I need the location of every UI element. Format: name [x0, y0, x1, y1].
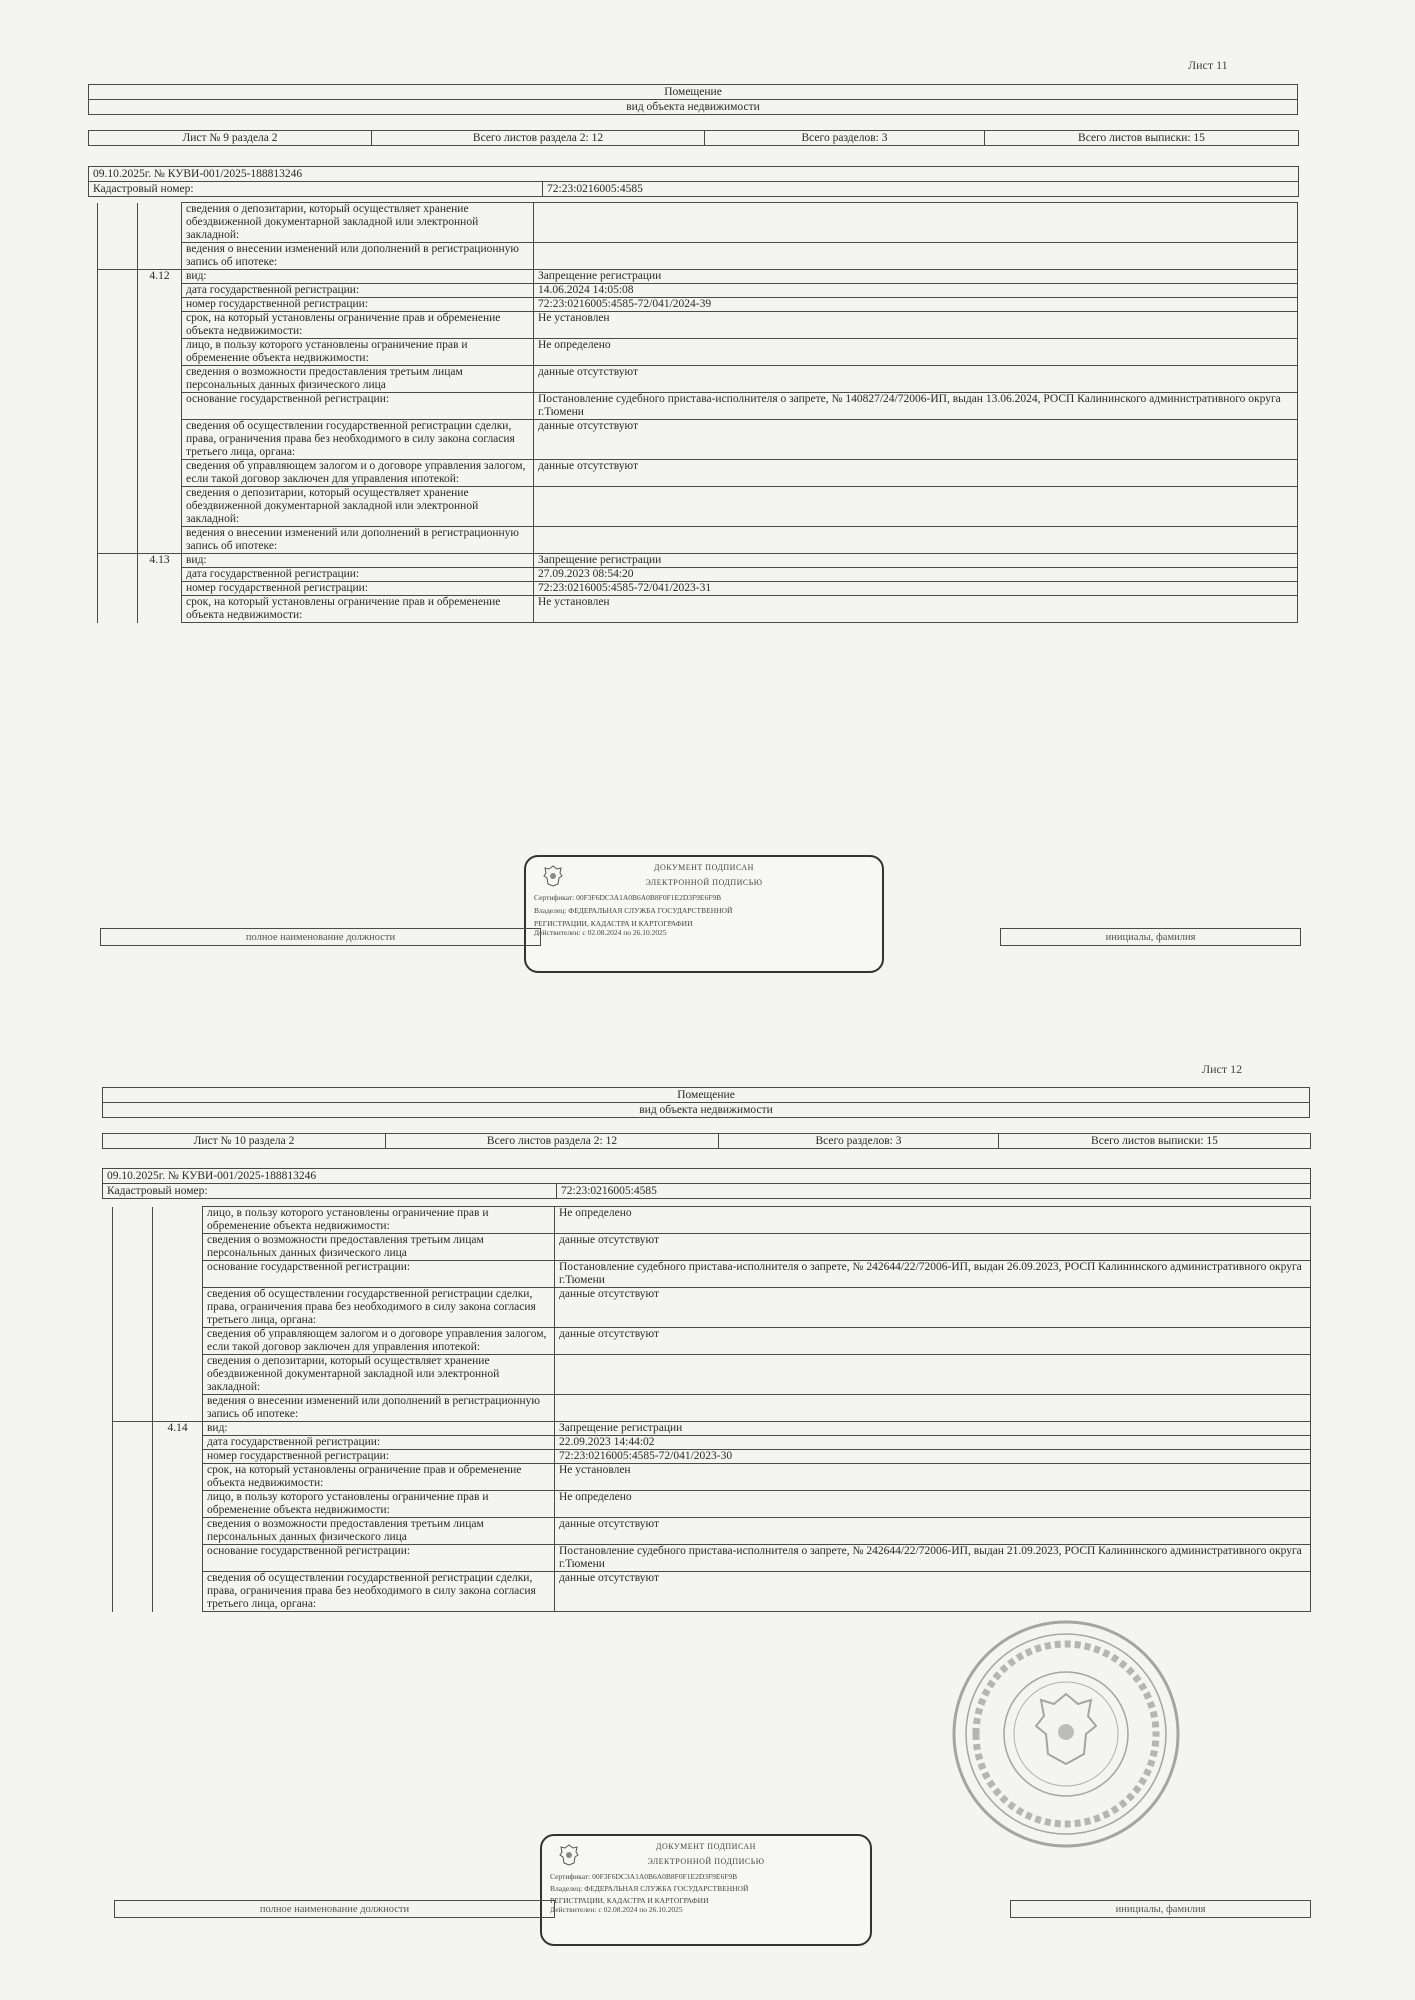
signature-row	[114, 1900, 1311, 1918]
table-row	[113, 1261, 1311, 1288]
e-signature-subtitle: ЭЛЕКТРОННОЙ ПОДПИСЬЮ	[647, 1857, 765, 1866]
row-number	[153, 1450, 203, 1464]
row-number	[153, 1545, 203, 1572]
owner-line: Владелец: ФЕДЕРАЛЬНАЯ СЛУЖБА ГОСУДАРСТВЕННОЙ	[534, 906, 733, 915]
row-number	[153, 1234, 203, 1261]
row-indent	[98, 203, 138, 243]
row-label: сведения о депозитарии, который осуществляет хранение обездвиженной документарной закладной или электронной закладной:	[203, 1355, 555, 1395]
row-number	[138, 393, 182, 420]
row-value: данные отсутствуют	[555, 1234, 1311, 1261]
row-label: сведения об управляющем залогом и о договоре управления залогом, если такой договор заключен для управления ипотекой:	[203, 1328, 555, 1355]
cadastral-value: 72:23:0216005:4585	[557, 1184, 1311, 1199]
row-indent	[98, 527, 138, 554]
registry-table	[97, 202, 1298, 623]
row-number	[153, 1395, 203, 1422]
row-label: срок, на который установлены ограничение прав и обременение объекта недвижимости:	[182, 596, 534, 623]
e-signature-stamp	[524, 855, 884, 973]
row-label: основание государственной регистрации:	[203, 1545, 555, 1572]
row-value	[534, 487, 1298, 527]
row-label: основание государственной регистрации:	[182, 393, 534, 420]
row-value: Не установлен	[555, 1464, 1311, 1491]
row-label: номер государственной регистрации:	[182, 298, 534, 312]
table-row	[98, 568, 1298, 582]
row-label: сведения об осуществлении государственной регистрации сделки, права, ограничения права без необходимого в силу закона согласия третьего лица, органа:	[203, 1288, 555, 1328]
row-label: лицо, в пользу которого установлены ограничение прав и обременение объекта недвижимости:	[203, 1207, 555, 1234]
doc-info	[102, 1168, 1311, 1199]
cadastral-label: Кадастровый номер:	[103, 1184, 557, 1199]
row-label: лицо, в пользу которого установлены ограничение прав и обременение объекта недвижимости:	[203, 1491, 555, 1518]
row-label: ведения о внесении изменений или дополнений в регистрационную запись об ипотеке:	[182, 243, 534, 270]
row-indent	[98, 312, 138, 339]
row-number	[153, 1355, 203, 1395]
row-indent	[113, 1288, 153, 1328]
row-indent	[98, 243, 138, 270]
table-row	[98, 243, 1298, 270]
row-number	[138, 487, 182, 527]
row-number	[153, 1261, 203, 1288]
row-value: Не определено	[534, 339, 1298, 366]
row-indent	[98, 568, 138, 582]
row-number	[153, 1207, 203, 1234]
row-number	[153, 1328, 203, 1355]
row-value: данные отсутствуют	[534, 420, 1298, 460]
row-value: Не определено	[555, 1207, 1311, 1234]
row-label: вид:	[182, 270, 534, 284]
row-label: срок, на который установлены ограничение прав и обременение объекта недвижимости:	[182, 312, 534, 339]
table-row	[98, 420, 1298, 460]
table-row	[113, 1288, 1311, 1328]
row-number: 4.13	[138, 554, 182, 568]
row-label: вид:	[203, 1422, 555, 1436]
row-label: сведения о депозитарии, который осуществляет хранение обездвиженной документарной закладной или электронной закладной:	[182, 203, 534, 243]
row-indent	[98, 596, 138, 623]
object-type: Помещение	[103, 1088, 1310, 1103]
row-indent	[98, 270, 138, 284]
sheets-in-section: Всего листов раздела 2: 12	[372, 131, 705, 146]
sheet-number: Лист 11	[1188, 58, 1228, 72]
sheets-total: Всего листов выписки: 15	[999, 1134, 1311, 1149]
sheet-number: Лист 12	[1202, 1062, 1243, 1076]
row-number	[138, 460, 182, 487]
table-row	[113, 1545, 1311, 1572]
official-seal-icon	[946, 1614, 1186, 1854]
row-indent	[98, 393, 138, 420]
row-value	[534, 527, 1298, 554]
row-value	[534, 243, 1298, 270]
row-label: дата государственной регистрации:	[182, 568, 534, 582]
row-indent	[98, 420, 138, 460]
sheet-meta	[88, 130, 1299, 146]
row-number	[138, 366, 182, 393]
row-number	[138, 420, 182, 460]
row-label: вид:	[182, 554, 534, 568]
row-value: данные отсутствуют	[555, 1518, 1311, 1545]
position-label: полное наименование должности	[101, 929, 541, 946]
table-row	[113, 1436, 1311, 1450]
row-number	[138, 312, 182, 339]
table-row	[98, 203, 1298, 243]
row-number	[138, 568, 182, 582]
sections-total: Всего разделов: 3	[719, 1134, 999, 1149]
row-number	[138, 203, 182, 243]
table-row	[98, 487, 1298, 527]
table-row	[113, 1572, 1311, 1612]
row-number: 4.12	[138, 270, 182, 284]
section-sheet: Лист № 9 раздела 2	[89, 131, 372, 146]
sheet-meta	[102, 1133, 1311, 1149]
row-label: номер государственной регистрации:	[182, 582, 534, 596]
row-label: сведения об осуществлении государственной регистрации сделки, права, ограничения права без необходимого в силу закона согласия третьего лица, органа:	[203, 1572, 555, 1612]
table-row	[113, 1234, 1311, 1261]
row-value: 14.06.2024 14:05:08	[534, 284, 1298, 298]
row-label: сведения об осуществлении государственной регистрации сделки, права, ограничения права без необходимого в силу закона согласия третьего лица, органа:	[182, 420, 534, 460]
row-number	[153, 1288, 203, 1328]
row-label: номер государственной регистрации:	[203, 1450, 555, 1464]
row-value: 27.09.2023 08:54:20	[534, 568, 1298, 582]
row-label: сведения об управляющем залогом и о договоре управления залогом, если такой договор заключен для управления ипотекой:	[182, 460, 534, 487]
table-row	[113, 1355, 1311, 1395]
row-indent	[113, 1491, 153, 1518]
sections-total: Всего разделов: 3	[705, 131, 985, 146]
row-value: 22.09.2023 14:44:02	[555, 1436, 1311, 1450]
row-label: сведения о возможности предоставления третьим лицам персональных данных физического лица	[203, 1234, 555, 1261]
registry-table	[112, 1206, 1311, 1612]
table-row	[98, 284, 1298, 298]
table-row	[98, 366, 1298, 393]
table-row	[98, 393, 1298, 420]
row-value: Запрещение регистрации	[534, 554, 1298, 568]
row-number	[138, 243, 182, 270]
row-indent	[113, 1422, 153, 1436]
cadastral-value: 72:23:0216005:4585	[543, 182, 1299, 197]
cert-line: Сертификат: 00F3F6DC3A1A0B6A0B8F0F1E2D3F9E6F9B	[534, 893, 722, 902]
row-indent	[113, 1518, 153, 1545]
row-number	[153, 1572, 203, 1612]
table-row	[113, 1328, 1311, 1355]
cert-line: Сертификат: 00F3F6DC3A1A0B6A0B8F0F1E2D3F9E6F9B	[550, 1872, 738, 1881]
row-value: Постановление судебного пристава-исполнителя о запрете, № 242644/22/72006-ИП, выдан 26.09.2023, РОСП Калининского административного округа г.Тюмени	[555, 1261, 1311, 1288]
row-value: Не установлен	[534, 596, 1298, 623]
table-row	[98, 554, 1298, 568]
owner-line: Владелец: ФЕДЕРАЛЬНАЯ СЛУЖБА ГОСУДАРСТВЕННОЙ	[550, 1884, 749, 1893]
row-indent	[113, 1328, 153, 1355]
row-label: дата государственной регистрации:	[182, 284, 534, 298]
row-label: сведения о возможности предоставления третьим лицам персональных данных физического лица	[203, 1518, 555, 1545]
row-indent	[113, 1207, 153, 1234]
row-value: 72:23:0216005:4585-72/041/2024-39	[534, 298, 1298, 312]
row-number	[138, 582, 182, 596]
row-number	[138, 284, 182, 298]
position-label: полное наименование должности	[115, 1901, 555, 1918]
signature-row	[100, 928, 1301, 946]
row-label: срок, на который установлены ограничение прав и обременение объекта недвижимости:	[203, 1464, 555, 1491]
row-label: дата государственной регистрации:	[203, 1436, 555, 1450]
table-row	[113, 1518, 1311, 1545]
row-indent	[113, 1464, 153, 1491]
row-number	[153, 1436, 203, 1450]
row-indent	[98, 487, 138, 527]
table-row	[98, 596, 1298, 623]
row-indent	[113, 1395, 153, 1422]
object-header	[102, 1087, 1310, 1118]
row-indent	[98, 366, 138, 393]
table-row	[98, 527, 1298, 554]
table-row	[98, 270, 1298, 284]
table-row	[98, 460, 1298, 487]
table-row	[98, 582, 1298, 596]
row-number	[153, 1518, 203, 1545]
row-value: Не определено	[555, 1491, 1311, 1518]
table-row	[113, 1207, 1311, 1234]
row-indent	[113, 1572, 153, 1612]
row-value: данные отсутствуют	[555, 1572, 1311, 1612]
row-indent	[113, 1450, 153, 1464]
row-label: основание государственной регистрации:	[203, 1261, 555, 1288]
row-value: Постановление судебного пристава-исполнителя о запрете, № 242644/22/72006-ИП, выдан 21.09.2023, РОСП Калининского административного округа г.Тюмени	[555, 1545, 1311, 1572]
sheets-in-section: Всего листов раздела 2: 12	[386, 1134, 719, 1149]
initials-label: инициалы, фамилия	[1001, 929, 1301, 946]
row-indent	[98, 460, 138, 487]
doc-info	[88, 166, 1299, 197]
date-number: 09.10.2025г. № КУВИ-001/2025-188813246	[89, 167, 1299, 182]
object-kind: вид объекта недвижимости	[103, 1103, 1310, 1118]
table-row	[113, 1464, 1311, 1491]
table-row	[98, 298, 1298, 312]
row-number	[153, 1491, 203, 1518]
row-label: сведения о депозитарии, который осуществляет хранение обездвиженной документарной закладной или электронной закладной:	[182, 487, 534, 527]
emblem-icon	[540, 863, 566, 889]
row-label: ведения о внесении изменений или дополнений в регистрационную запись об ипотеке:	[203, 1395, 555, 1422]
e-signature-stamp	[540, 1834, 872, 1946]
row-indent	[98, 298, 138, 312]
row-indent	[113, 1355, 153, 1395]
row-value	[555, 1395, 1311, 1422]
row-number	[153, 1464, 203, 1491]
row-value	[534, 203, 1298, 243]
table-row	[113, 1450, 1311, 1464]
row-label: ведения о внесении изменений или дополнений в регистрационную запись об ипотеке:	[182, 527, 534, 554]
row-indent	[98, 554, 138, 568]
initials-label: инициалы, фамилия	[1011, 1901, 1311, 1918]
row-number	[138, 339, 182, 366]
row-value: 72:23:0216005:4585-72/041/2023-31	[534, 582, 1298, 596]
object-type: Помещение	[89, 85, 1298, 100]
object-kind: вид объекта недвижимости	[89, 100, 1298, 115]
e-signature-title: ДОКУМЕНТ ПОДПИСАН	[654, 863, 754, 872]
row-value: данные отсутствуют	[534, 366, 1298, 393]
signature-gap	[555, 1901, 1011, 1918]
row-indent	[113, 1261, 153, 1288]
row-indent	[113, 1234, 153, 1261]
owner-line-2: РЕГИСТРАЦИИ, КАДАСТРА И КАРТОГРАФИИ	[534, 919, 693, 928]
table-row	[98, 312, 1298, 339]
e-signature-title: ДОКУМЕНТ ПОДПИСАН	[656, 1842, 756, 1851]
emblem-icon	[556, 1842, 582, 1868]
section-sheet: Лист № 10 раздела 2	[103, 1134, 386, 1149]
row-indent	[113, 1436, 153, 1450]
row-value: Запрещение регистрации	[555, 1422, 1311, 1436]
signature-gap	[541, 929, 1001, 946]
table-row	[113, 1395, 1311, 1422]
row-label: лицо, в пользу которого установлены ограничение прав и обременение объекта недвижимости:	[182, 339, 534, 366]
e-signature-subtitle: ЭЛЕКТРОННОЙ ПОДПИСЬЮ	[645, 878, 763, 887]
row-label: сведения о возможности предоставления третьим лицам персональных данных физического лица	[182, 366, 534, 393]
valid-line: Действителен: с 02.08.2024 по 26.10.2025	[550, 1905, 683, 1914]
row-value: данные отсутствуют	[534, 460, 1298, 487]
object-header	[88, 84, 1298, 115]
cadastral-label: Кадастровый номер:	[89, 182, 543, 197]
table-row	[113, 1491, 1311, 1518]
owner-line-2: РЕГИСТРАЦИИ, КАДАСТРА И КАРТОГРАФИИ	[550, 1896, 709, 1905]
date-number: 09.10.2025г. № КУВИ-001/2025-188813246	[103, 1169, 1311, 1184]
row-value: Не установлен	[534, 312, 1298, 339]
sheets-total: Всего листов выписки: 15	[985, 131, 1299, 146]
row-value: Запрещение регистрации	[534, 270, 1298, 284]
row-value	[555, 1355, 1311, 1395]
row-number: 4.14	[153, 1422, 203, 1436]
row-number	[138, 596, 182, 623]
row-value: 72:23:0216005:4585-72/041/2023-30	[555, 1450, 1311, 1464]
row-number	[138, 527, 182, 554]
row-value: Постановление судебного пристава-исполнителя о запрете, № 140827/24/72006-ИП, выдан 13.06.2024, РОСП Калининского административного округа г.Тюмени	[534, 393, 1298, 420]
row-indent	[98, 582, 138, 596]
row-value: данные отсутствуют	[555, 1328, 1311, 1355]
table-row	[113, 1422, 1311, 1436]
row-indent	[98, 284, 138, 298]
row-indent	[98, 339, 138, 366]
row-number	[138, 298, 182, 312]
row-indent	[113, 1545, 153, 1572]
row-value: данные отсутствуют	[555, 1288, 1311, 1328]
table-row	[98, 339, 1298, 366]
valid-line: Действителен: с 02.08.2024 по 26.10.2025	[534, 928, 667, 937]
